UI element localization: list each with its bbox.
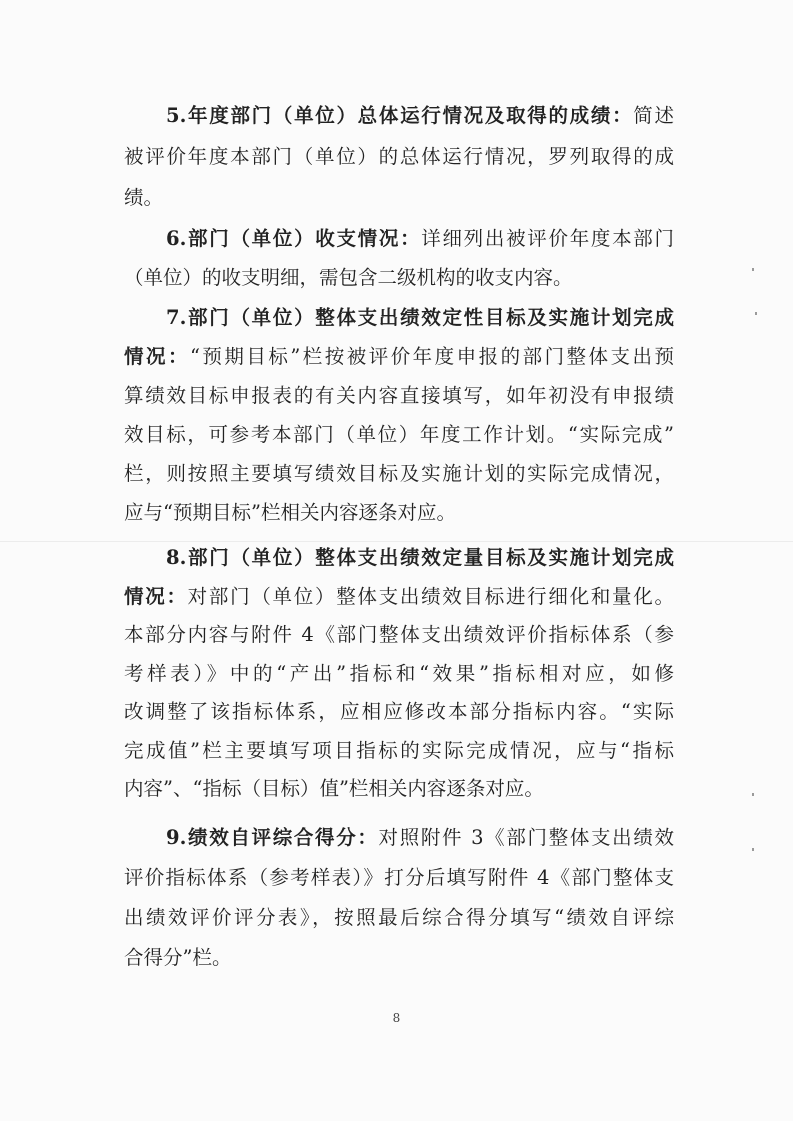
text-run: 被评价年度本部门（单位）的总体运行情况，罗列取得的成: [124, 145, 674, 168]
text-line: [124, 423, 674, 447]
text-run: 合得分”栏。: [124, 946, 232, 969]
bold-heading-run: 9.绩效自评综合得分：: [166, 826, 379, 849]
text-run: 评价指标体系（参考样表）》打分后填写附件 4《部门整体支: [124, 866, 674, 889]
text-run: 考样表）》中的“产出”指标和“效果”指标相对应，如修: [124, 661, 674, 685]
scan-speck: [755, 312, 757, 315]
text-line: [166, 227, 674, 251]
scan-speck: [752, 268, 754, 271]
text-run: （单位）的收支明细，需包含二级机构的收支内容。: [124, 266, 573, 289]
bold-heading-run: 5.年度部门（单位）总体运行情况及取得的成绩：: [166, 104, 634, 127]
text-run: 内容”、“指标（目标）值”栏相关内容逐条对应。: [124, 777, 544, 800]
page-number: 8: [392, 1011, 401, 1025]
text-line: [124, 145, 674, 169]
text-run: 绩。: [124, 186, 164, 209]
text-run: 详细列出被评价年度本部门: [421, 227, 674, 250]
text-line: [124, 906, 674, 930]
text-run: 出绩效评价评分表》，按照最后综合得分填写“绩效自评综: [124, 906, 674, 929]
text-run: 对照附件 3《部门整体支出绩效: [378, 826, 675, 849]
text-line: [124, 946, 674, 970]
bold-heading-run: 7.部门（单位）整体支出绩效定性目标及实施计划完成: [166, 306, 674, 329]
text-line: [124, 700, 674, 724]
text-line: [166, 104, 674, 128]
text-line: [124, 384, 674, 408]
text-run: 完成值”栏主要填写项目指标的实际完成情况，应与“指标: [124, 738, 674, 762]
text-run: 应与“预期目标”栏相关内容逐条对应。: [124, 501, 456, 524]
text-run: 本部分内容与附件 4《部门整体支出绩效评价指标体系（参: [124, 623, 674, 646]
text-line: [166, 546, 674, 570]
text-line: [124, 186, 674, 210]
text-run: 效目标，可参考本部门（单位）年度工作计划。“实际完成”: [124, 423, 674, 446]
text-run: 对部门（单位）整体支出绩效目标进行细化和量化。: [187, 584, 674, 608]
text-line: [124, 739, 674, 763]
text-line: [124, 585, 674, 609]
text-run: “预期目标”栏按被评价年度申报的部门整体支出预: [189, 345, 674, 368]
text-line: [124, 866, 674, 890]
bold-heading-run: 情况：: [124, 584, 188, 608]
bold-heading-run: 情况：: [124, 345, 190, 368]
scan-speck: [752, 793, 754, 796]
text-run: 栏，则按照主要填写绩效目标及实施计划的实际完成情况，: [124, 462, 674, 485]
bold-heading-run: 6.部门（单位）收支情况：: [166, 227, 422, 250]
text-line: [124, 345, 674, 369]
scan-speck: [752, 848, 754, 851]
bold-heading-run: 8.部门（单位）整体支出绩效定量目标及实施计划完成: [166, 546, 674, 569]
text-line: [124, 462, 674, 486]
scan-fold-line: [0, 541, 793, 542]
text-line: [166, 306, 674, 330]
text-line: [124, 501, 674, 525]
text-run: 简述: [633, 104, 674, 127]
text-line: [124, 266, 674, 290]
text-run: 算绩效目标申报表的有关内容直接填写，如年初没有申报绩: [124, 384, 674, 407]
text-line: [166, 826, 674, 850]
text-line: [124, 623, 674, 647]
text-line: [124, 777, 674, 801]
text-run: 改调整了该指标体系，应相应修改本部分指标内容。“实际: [124, 700, 674, 723]
text-line: [124, 662, 674, 686]
